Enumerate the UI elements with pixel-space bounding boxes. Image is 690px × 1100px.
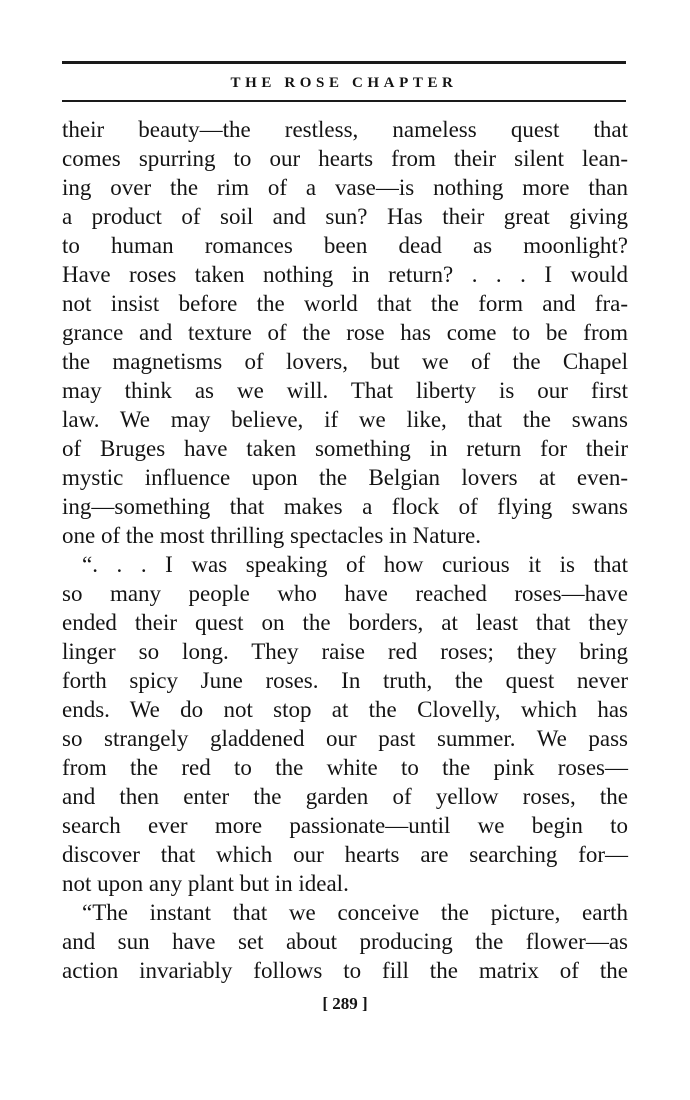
text-line: and sun have set about producing the flower—as [62,929,628,954]
text-line: mystic influence upon the Belgian lovers at even- [62,465,628,490]
text-line: not insist before the world that the form and fra- [62,291,628,316]
text-line: discover that which our hearts are searching for— [62,842,628,867]
text-line: the magnetisms of lovers, but we of the Chapel [62,349,628,374]
text-line: and then enter the garden of yellow roses, the [62,784,628,809]
text-line: search ever more passionate—until we begin to [62,813,628,838]
paragraph-end-line: one of the most thrilling spectacles in Nature. [62,523,481,548]
text-line: linger so long. They raise red roses; they bring [62,639,628,664]
paragraph-end-line: not upon any plant but in ideal. [62,871,349,896]
text-line: may think as we will. That liberty is our first [62,378,628,403]
text-line: comes spurring to our hearts from their silent lean- [62,146,628,171]
body-text [62,115,628,985]
text-line: ing over the rim of a vase—is nothing more than [62,175,628,200]
text-line: a product of soil and sun? Has their great giving [62,204,628,229]
text-line: so many people who have reached roses—have [62,581,628,606]
paragraph-start-line: “The instant that we conceive the picture, earth [82,900,628,925]
text-line: their beauty—the restless, nameless quest that [62,117,628,142]
header-rule-top [62,61,626,64]
text-line: grance and texture of the rose has come to be from [62,320,628,345]
text-line: law. We may believe, if we like, that the swans [62,407,628,432]
text-line: ends. We do not stop at the Clovelly, which has [62,697,628,722]
text-line: of Bruges have taken something in return for their [62,436,628,461]
text-line: to human romances been dead as moonlight? [62,233,628,258]
text-line: from the red to the white to the pink roses— [62,755,628,780]
paragraph-start-line: “. . . I was speaking of how curious it is that [82,552,628,577]
text-line: ended their quest on the borders, at least that they [62,610,628,635]
page-number: [ 289 ] [322,994,368,1013]
running-head: THE ROSE CHAPTER [230,75,458,91]
text-line: so strangely gladdened our past summer. We pass [62,726,628,751]
text-line: action invariably follows to fill the matrix of the [62,958,628,983]
text-line: Have roses taken nothing in return? . . . I would [62,262,628,287]
header-rule-bottom [62,100,626,102]
text-line: ing—something that makes a flock of flying swans [62,494,628,519]
text-line: forth spicy June roses. In truth, the quest never [62,668,628,693]
